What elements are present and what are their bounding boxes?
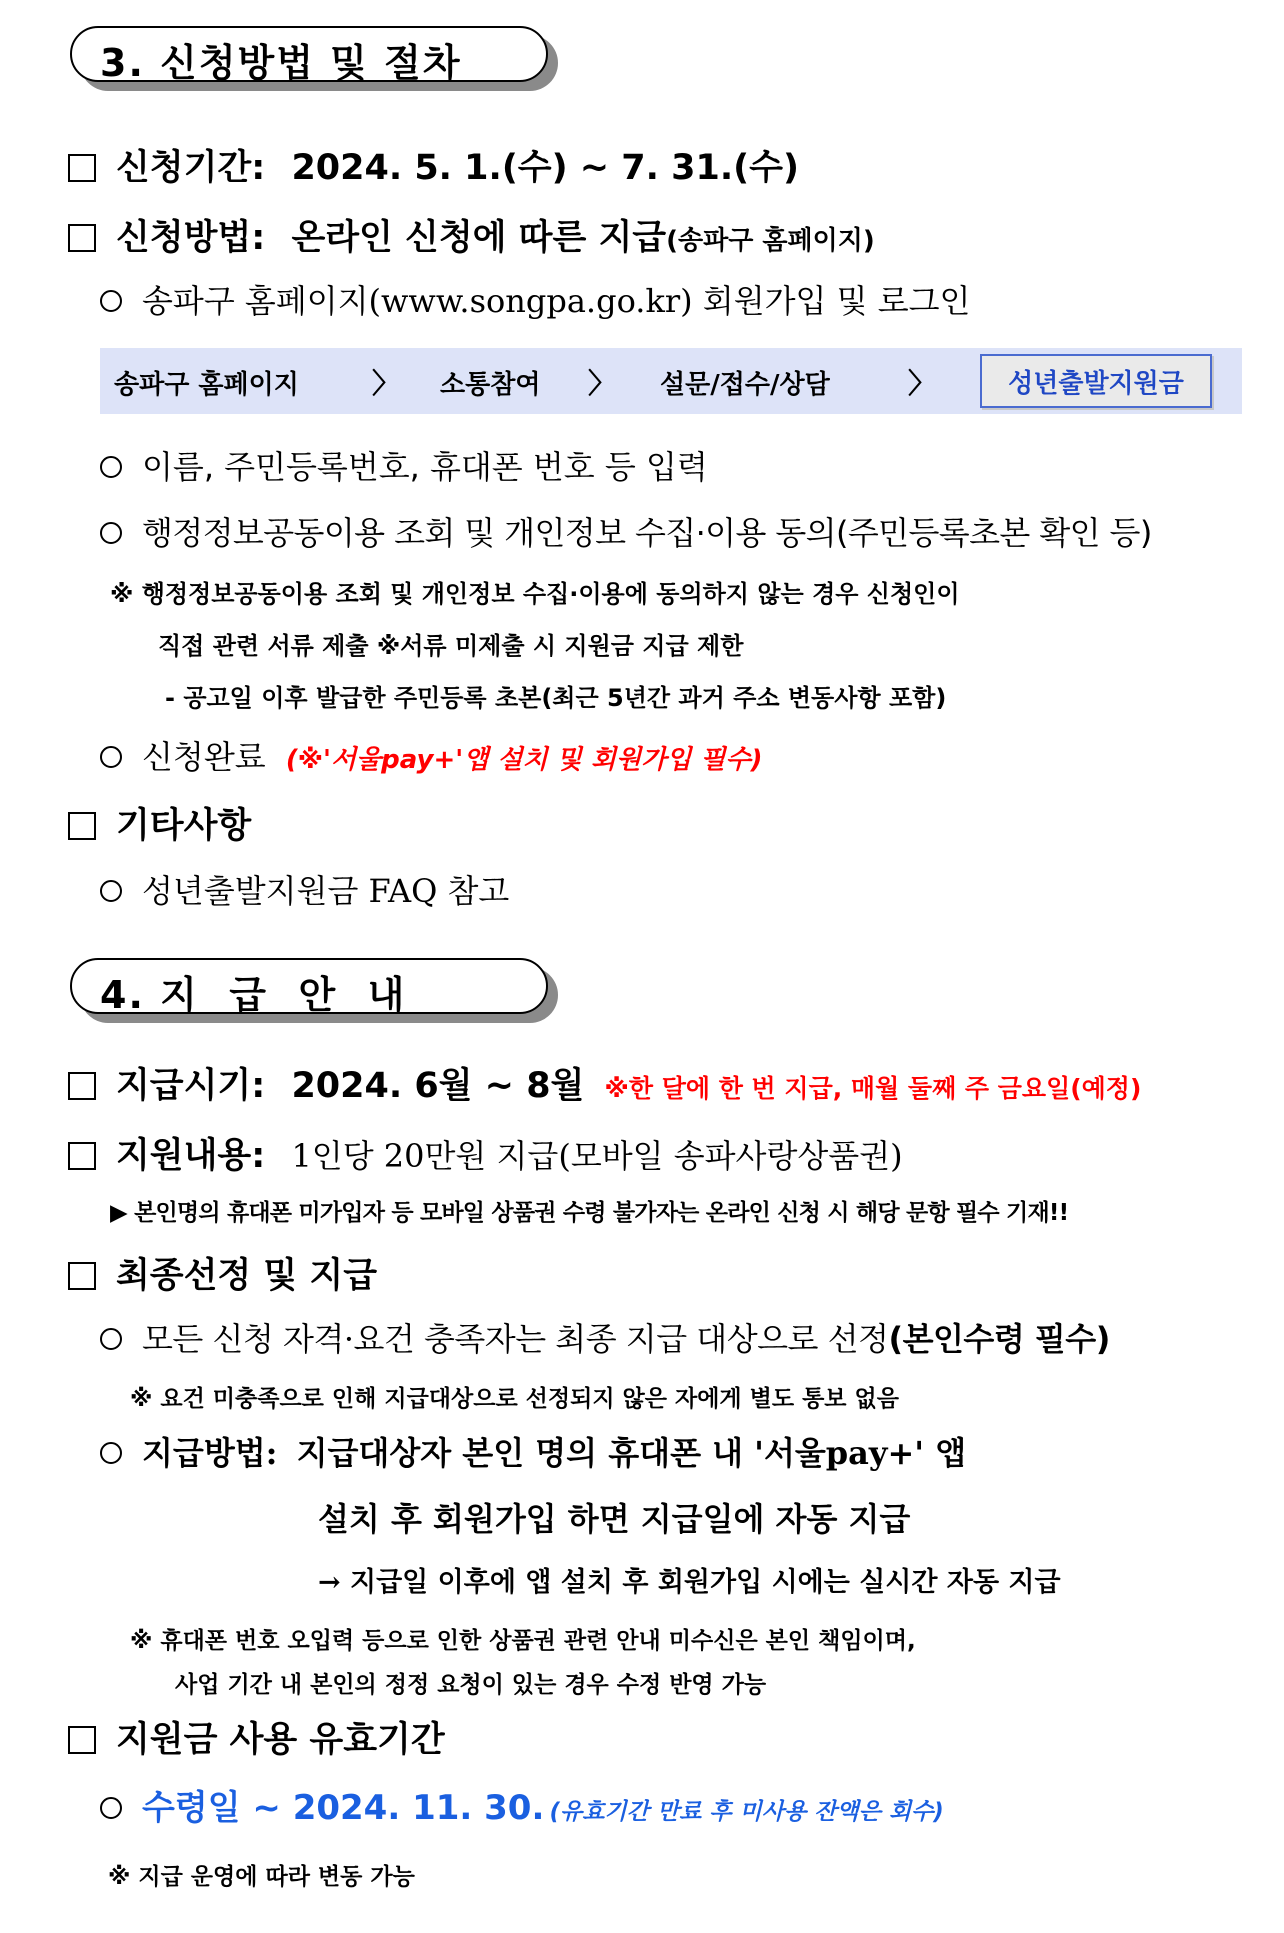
nav-separator: 〉 <box>372 367 401 400</box>
phone-note-line2: 사업 기간 내 본인의 정정 요청이 있는 경우 수정 반영 가능 <box>175 1672 767 1698</box>
final-selection-item <box>100 1314 1110 1360</box>
navigation-path-bar <box>100 348 1242 414</box>
etc-row <box>68 798 251 848</box>
content-note: ▶ 본인명의 휴대폰 미가입자 등 모바일 상품권 수령 불가자는 온라인 신청 시 해당 문항 필수 기재!! <box>110 1200 1069 1226</box>
nav-survey[interactable]: 설문/접수/상담 <box>660 370 830 400</box>
circle-bullet-icon <box>100 746 122 768</box>
step2-text: 이름, 주민등록번호, 휴대폰 번호 등 입력 <box>142 448 708 486</box>
content-label: 지원내용: <box>116 1136 266 1176</box>
final-label: 최종선정 및 지급 <box>116 1256 378 1296</box>
method-value: 온라인 신청에 따른 지급 <box>291 218 667 258</box>
checkbox-square-icon <box>68 1262 96 1290</box>
validity-value-row <box>100 1780 944 1829</box>
step1-text: 송파구 홈페이지(www.songpa.go.kr) 회원가입 및 로그인 <box>142 282 971 320</box>
section-3-header <box>70 26 560 90</box>
step3-text: 행정정보공동이용 조회 및 개인정보 수집·이용 동의(주민등록초본 확인 등) <box>142 514 1152 552</box>
etc-item <box>100 866 509 912</box>
final-selection-row <box>68 1248 377 1298</box>
step4-text: 신청완료 <box>142 738 266 776</box>
checkbox-square-icon <box>68 224 96 252</box>
checkbox-square-icon <box>68 154 96 182</box>
validity-label: 지원금 사용 유효기간 <box>116 1720 445 1760</box>
method-label: 신청방법: <box>116 218 266 258</box>
application-method-row <box>68 210 875 260</box>
checkbox-square-icon <box>68 1142 96 1170</box>
circle-bullet-icon <box>100 1442 122 1464</box>
section-4-header <box>70 958 560 1022</box>
step4-note: (※'서울pay+'앱 설치 및 회원가입 필수) <box>285 745 763 775</box>
timing-label: 지급시기: <box>116 1066 266 1106</box>
payment-method-row <box>100 1428 966 1474</box>
final-item-bold: (본인수령 필수) <box>888 1320 1110 1358</box>
validity-note: (유효기간 만료 후 미사용 잔액은 회수) <box>549 1799 944 1825</box>
nav-youth-support-button[interactable]: 성년출발지원금 <box>980 354 1212 408</box>
nav-separator: 〉 <box>588 367 617 400</box>
timing-note: ※한 달에 한 번 지급, 매월 둘째 주 금요일(예정) <box>604 1074 1142 1103</box>
etc-label: 기타사항 <box>116 806 252 846</box>
pay-method-line3: → 지급일 이후에 앱 설치 후 회원가입 시에는 실시간 자동 지급 <box>318 1567 1061 1598</box>
section-3-title: 3. 신청방법 및 절차 <box>100 41 462 85</box>
etc-item-text: 성년출발지원금 FAQ 참고 <box>142 872 510 910</box>
step-enter-info <box>100 442 708 488</box>
circle-bullet-icon <box>100 290 122 312</box>
application-period-row <box>68 140 799 190</box>
consent-note-line2: 직접 관련 서류 제출 ※서류 미제출 시 지원금 지급 제한 <box>158 632 744 660</box>
checkbox-square-icon <box>68 812 96 840</box>
validity-period-row <box>68 1712 445 1762</box>
circle-bullet-icon <box>100 880 122 902</box>
method-sub: (송파구 홈페이지) <box>666 226 875 256</box>
step-complete <box>100 732 762 778</box>
final-item-text: 모든 신청 자격·요건 충족자는 최종 지급 대상으로 선정 <box>142 1320 889 1358</box>
final-note: ※ 요건 미충족으로 인해 지급대상으로 선정되지 않은 자에게 별도 통보 없음 <box>130 1386 899 1412</box>
nav-separator: 〉 <box>908 367 937 400</box>
step-consent <box>100 508 1152 554</box>
nav-homepage[interactable]: 송파구 홈페이지 <box>114 370 299 400</box>
step-homepage-login <box>100 276 970 322</box>
pay-method-line2: 설치 후 회원가입 하면 지급일에 자동 지급 <box>318 1500 911 1538</box>
nav-communication[interactable]: 소통참여 <box>440 370 541 400</box>
content-value: 1인당 20만원 지급(모바일 송파사랑상품권) <box>291 1137 903 1175</box>
checkbox-square-icon <box>68 1726 96 1754</box>
pay-method-line1: 지급대상자 본인 명의 휴대폰 내 '서울pay+' 앱 <box>296 1434 967 1472</box>
consent-note-line1: ※ 행정정보공동이용 조회 및 개인정보 수집·이용에 동의하지 않는 경우 신청인이 <box>110 580 960 608</box>
circle-bullet-icon <box>100 1797 122 1819</box>
pay-method-label: 지급방법: <box>142 1434 278 1472</box>
footer-note: ※ 지급 운영에 따라 변동 가능 <box>108 1864 415 1890</box>
circle-bullet-icon <box>100 1328 122 1350</box>
timing-value: 2024. 6월 ~ 8월 <box>291 1066 585 1106</box>
phone-note-line1: ※ 휴대폰 번호 오입력 등으로 인한 상품권 관련 안내 미수신은 본인 책임이며, <box>130 1628 916 1654</box>
payment-timing-row <box>68 1058 1141 1108</box>
checkbox-square-icon <box>68 1072 96 1100</box>
circle-bullet-icon <box>100 456 122 478</box>
period-label: 신청기간: <box>116 148 266 188</box>
validity-value: 수령일 ~ 2024. 11. 30. <box>142 1788 545 1828</box>
period-value: 2024. 5. 1.(수) ~ 7. 31.(수) <box>291 148 799 188</box>
support-content-row <box>68 1128 903 1178</box>
consent-note-line3: - 공고일 이후 발급한 주민등록 초본(최근 5년간 과거 주소 변동사항 포함) <box>165 684 947 712</box>
circle-bullet-icon <box>100 522 122 544</box>
section-4-title: 4. 지 급 안 내 <box>100 973 407 1017</box>
